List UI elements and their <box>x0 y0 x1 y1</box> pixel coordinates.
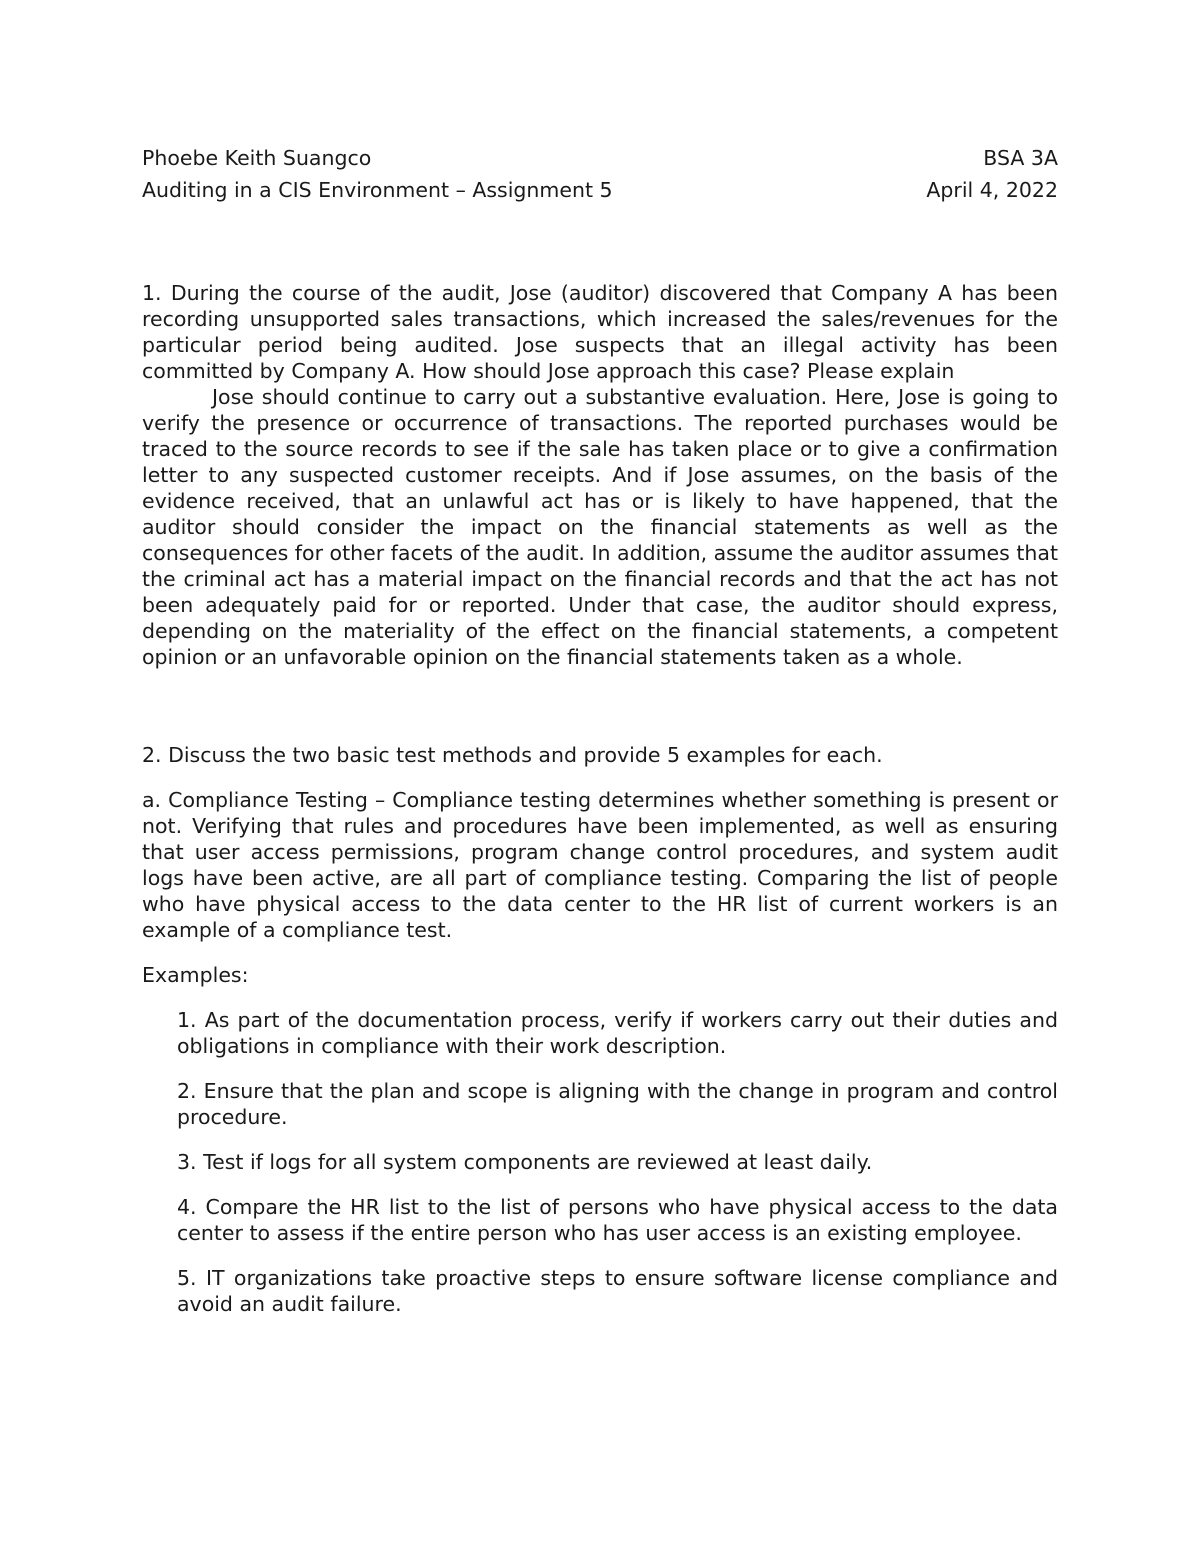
question-2: 2. Discuss the two basic test methods and provide 5 examples for each. <box>142 743 883 767</box>
header-row-1 <box>142 142 1058 174</box>
examples-list <box>142 1007 1058 1317</box>
examples-heading: Examples: <box>142 963 249 987</box>
document-date: April 4, 2022 <box>926 178 1058 202</box>
course-title: Auditing in a CIS Environment – Assignment 5 <box>142 178 613 202</box>
header-row-2 <box>142 174 1058 206</box>
list-item: 1. As part of the documentation process, verify if workers carry out their duties and obligations in compliance with their work description. <box>177 1008 1058 1058</box>
list-item: 5. IT organizations take proactive steps to ensure software license compliance and avoid an audit failure. <box>177 1266 1058 1316</box>
list-item: 2. Ensure that the plan and scope is aligning with the change in program and control procedure. <box>177 1079 1058 1129</box>
answer-1: Jose should continue to carry out a substantive evaluation. Here, Jose is going to verify the presence or occurrence of transactions. The reported purchases would be traced to the source records to see if the sale has taken place or to give a confirmation letter to any suspected customer receipts. And if Jose assumes, on the basis of the evidence received, that an unlawful act has or is likely to have happened, that the auditor should consider the impact on the financial statements as well as the consequences for other facets of the audit. In addition, assume the auditor assumes that the criminal act has a material impact on the financial records and that the act has not been adequately paid for or reported. Under that case, the auditor should express, depending on the materiality of the effect on the financial statements, a competent opinion or an unfavorable opinion on the financial statements taken as a whole. <box>142 385 1058 669</box>
question-1: 1. During the course of the audit, Jose (auditor) discovered that Company A has been recording unsupported sales transactions, which increased the sales/revenues for the particular period being audited. Jose suspects that an illegal activity has been committed by Company A. How should Jose approach this case? Please explain <box>142 281 1058 383</box>
compliance-testing-paragraph: a. Compliance Testing – Compliance testing determines whether something is present or not. Verifying that rules and procedures have been implemented, as well as ensuring that user access permissions, program change control procedures, and system audit logs have been active, are all part of compliance testing. Comparing the list of people who have physical access to the data center to the HR list of current workers is an example of a compliance test. <box>142 788 1058 942</box>
list-item: 4. Compare the HR list to the list of persons who have physical access to the data center to assess if the entire person who has user access is an existing employee. <box>177 1195 1058 1245</box>
list-item: 3. Test if logs for all system components are reviewed at least daily. <box>177 1150 873 1174</box>
document-page <box>142 142 1058 1317</box>
author-name: Phoebe Keith Suangco <box>142 146 372 170</box>
section-label: BSA 3A <box>983 146 1058 170</box>
